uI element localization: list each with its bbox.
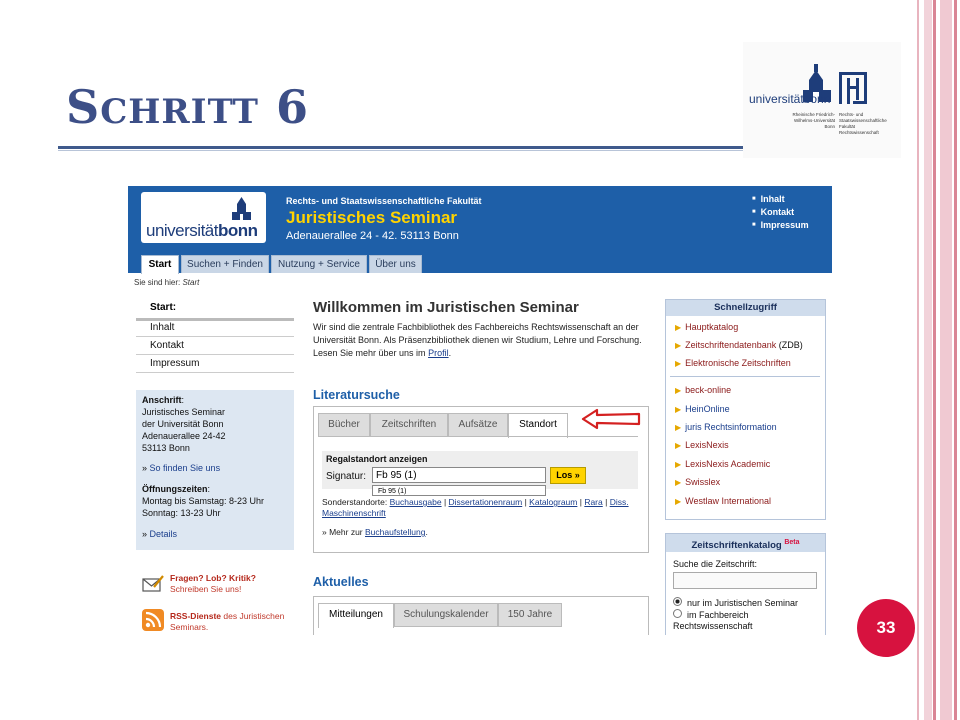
hours-line: Sonntag: 13-23 Uhr: [142, 508, 221, 518]
address-box: [136, 390, 294, 550]
page-number-badge: 33: [857, 599, 915, 657]
search-tab-aufsaetze[interactable]: Aufsätze: [448, 413, 508, 437]
nav-tab-start[interactable]: Start: [141, 255, 179, 274]
address-line: 53113 Bonn: [142, 443, 190, 453]
details-link[interactable]: » Details: [142, 529, 178, 539]
breadcrumb-current[interactable]: Start: [182, 278, 200, 287]
radio-selected-icon: [673, 597, 682, 606]
quick-link-swisslex[interactable]: ▶ Swisslex: [675, 477, 721, 487]
hours-label: Öffnungszeiten:: [142, 484, 211, 494]
rss-link[interactable]: RSS-Dienste des Juristischen Seminars.: [170, 611, 285, 632]
autocomplete-suggestion[interactable]: Fb 95 (1): [372, 485, 546, 496]
news-tab-150-jahre[interactable]: 150 Jahre: [498, 603, 562, 627]
shelf-location-form: [322, 451, 638, 489]
radio-fachbereich-label: Rechtswissenschaft: [673, 621, 753, 631]
signatur-label: Signatur:: [326, 471, 367, 482]
university-logo[interactable]: [141, 192, 266, 243]
header-links: [752, 193, 809, 232]
triangle-icon: ▶: [675, 441, 682, 450]
slide-border-stripe: [917, 0, 919, 720]
nav-tab-suchen[interactable]: Suchen + Finden: [181, 255, 269, 273]
news-box: [313, 596, 649, 635]
radio-unselected-icon: [673, 609, 682, 618]
logo-subtext-faculty: Rechts- und Staatswissenschaftliche Fakultät Rechtswissenschaft: [839, 112, 887, 135]
profil-link[interactable]: Profil: [428, 348, 449, 358]
header-link-impressum[interactable]: ■ Impressum: [752, 219, 809, 232]
slide-border-stripe: [933, 0, 936, 720]
search-tab-zeitschriften[interactable]: Zeitschriften: [370, 413, 448, 437]
header-link-kontakt[interactable]: ■ Kontakt: [752, 206, 809, 219]
rss-icon: [142, 609, 164, 631]
nav-tab-nutzung[interactable]: Nutzung + Service: [271, 255, 367, 273]
quick-access-heading: Schnellzugriff: [666, 300, 825, 316]
left-nav-heading: Start:: [136, 298, 294, 321]
feedback-link[interactable]: Fragen? Lob? Kritik? Schreiben Sie uns!: [170, 573, 256, 594]
quick-link-westlaw[interactable]: ▶ Westlaw International: [675, 496, 772, 506]
special-locations: Sonderstandorte: Buchausgabe | Dissertationenraum | Katalograum | Rara | Diss. Maschinenschrift: [322, 497, 629, 518]
logo-wordmark: universitätbonn: [749, 92, 831, 106]
quick-link-beck-online[interactable]: ▶ beck-online: [675, 385, 732, 395]
triangle-icon: ▶: [675, 359, 682, 368]
left-nav-inhalt[interactable]: Inhalt: [136, 319, 294, 337]
link-buchausgabe[interactable]: Buchausgabe: [389, 497, 442, 507]
search-tab-standort[interactable]: Standort: [508, 413, 568, 438]
journal-search-input[interactable]: [673, 572, 817, 589]
nav-tab-ueber-uns[interactable]: Über uns: [369, 255, 422, 273]
triangle-icon: ▶: [675, 460, 682, 469]
university-wordmark: universitätbonn: [146, 221, 258, 240]
divider: [670, 376, 820, 377]
link-katalograum[interactable]: Katalograum: [529, 497, 578, 507]
triangle-icon: ▶: [675, 478, 682, 487]
website-screenshot: [128, 186, 832, 635]
left-nav-impressum[interactable]: Impressum: [136, 355, 294, 373]
go-button[interactable]: Los »: [550, 467, 586, 484]
faculty-logo: [743, 42, 901, 158]
letter-pencil-icon: [142, 573, 164, 595]
quick-link-juris[interactable]: ▶ juris Rechtsinformation: [675, 422, 777, 432]
triangle-icon: ▶: [675, 497, 682, 506]
triangle-icon: ▶: [675, 341, 682, 350]
shelf-location-title: Regalstandort anzeigen: [326, 454, 428, 464]
radio-fachbereich[interactable]: im Fachbereich: [673, 609, 749, 620]
address-label: Anschrift:: [142, 395, 185, 405]
journal-search-label: Suche die Zeitschrift:: [673, 559, 758, 569]
slide-border-stripe: [954, 0, 957, 720]
link-diss-maschinenschrift[interactable]: Diss. Maschinenschrift: [322, 497, 629, 518]
link-dissertationenraum[interactable]: Dissertationenraum: [448, 497, 523, 507]
signatur-input[interactable]: Fb 95 (1): [372, 467, 546, 483]
journal-catalog-box: [665, 533, 826, 635]
site-address: Adenauerallee 24 - 42. 53113 Bonn: [286, 230, 459, 242]
quick-link-heinonline[interactable]: ▶ HeinOnline: [675, 404, 730, 414]
header-link-inhalt[interactable]: ■ Inhalt: [752, 193, 809, 206]
hours-line: Montag bis Samstag: 8-23 Uhr: [142, 496, 265, 506]
directions-link[interactable]: » So finden Sie uns: [142, 463, 221, 473]
quick-link-zdb[interactable]: ▶ Zeitschriftendatenbank (ZDB): [675, 340, 803, 350]
slide-border-stripe: [940, 0, 952, 720]
triangle-icon: ▶: [675, 405, 682, 414]
tab-baseline: [318, 436, 638, 437]
search-tab-buecher[interactable]: Bücher: [318, 413, 370, 437]
quick-access-box: [665, 299, 826, 520]
welcome-heading: Willkommen im Juristischen Seminar: [313, 299, 579, 316]
news-tab-mitteilungen[interactable]: Mitteilungen: [318, 603, 394, 628]
aktuelles-heading: Aktuelles: [313, 575, 369, 589]
logo-subtext-university: Rheinische Friedrich-Wilhelms-Universität Bonn: [792, 112, 835, 129]
left-nav-kontakt[interactable]: Kontakt: [136, 337, 294, 355]
address-line: Adenauerallee 24-42: [142, 431, 226, 441]
radio-juristisches-seminar[interactable]: nur im Juristischen Seminar: [673, 597, 798, 608]
quick-link-ezb[interactable]: ▶ Elektronische Zeitschriften: [675, 358, 791, 368]
address-line: der Universität Bonn: [142, 419, 224, 429]
red-arrow-annotation: [581, 407, 643, 431]
quick-link-lexisnexis[interactable]: ▶ LexisNexis: [675, 440, 729, 450]
site-title: Juristisches Seminar: [286, 208, 458, 227]
triangle-icon: ▶: [675, 386, 682, 395]
welcome-text: Wir sind die zentrale Fachbibliothek des Fachbereichs Rechtswissenschaft an der Universität Bonn. Als Präsenzbibliothek dienen wir Studium, Lehre und Forschung. Lesen Sie mehr über uns im Profil.: [313, 322, 642, 358]
quick-link-lexisnexis-academic[interactable]: ▶ LexisNexis Academic: [675, 459, 771, 469]
triangle-icon: ▶: [675, 323, 682, 332]
news-tab-schulungskalender[interactable]: Schulungskalender: [394, 603, 498, 627]
faculty-name: Rechts- und Staatswissenschaftliche Fakultät: [286, 196, 482, 206]
literatursuche-heading: Literatursuche: [313, 388, 400, 402]
slide-border-stripe: [924, 0, 932, 720]
more-shelving-link[interactable]: » Mehr zur Buchaufstellung.: [322, 527, 428, 537]
beta-badge: Beta: [784, 539, 800, 546]
slide-title: SCHRITT 6: [66, 80, 309, 134]
link-rara[interactable]: Rara: [584, 497, 603, 507]
quick-link-hauptkatalog[interactable]: ▶ Hauptkatalog: [675, 322, 739, 332]
site-header: [128, 186, 832, 273]
triangle-icon: ▶: [675, 423, 682, 432]
address-line: Juristisches Seminar: [142, 407, 226, 417]
breadcrumb: Sie sind hier: Start: [134, 278, 200, 287]
journal-catalog-heading: Zeitschriftenkatalog $^{Beta}$: [666, 534, 825, 552]
